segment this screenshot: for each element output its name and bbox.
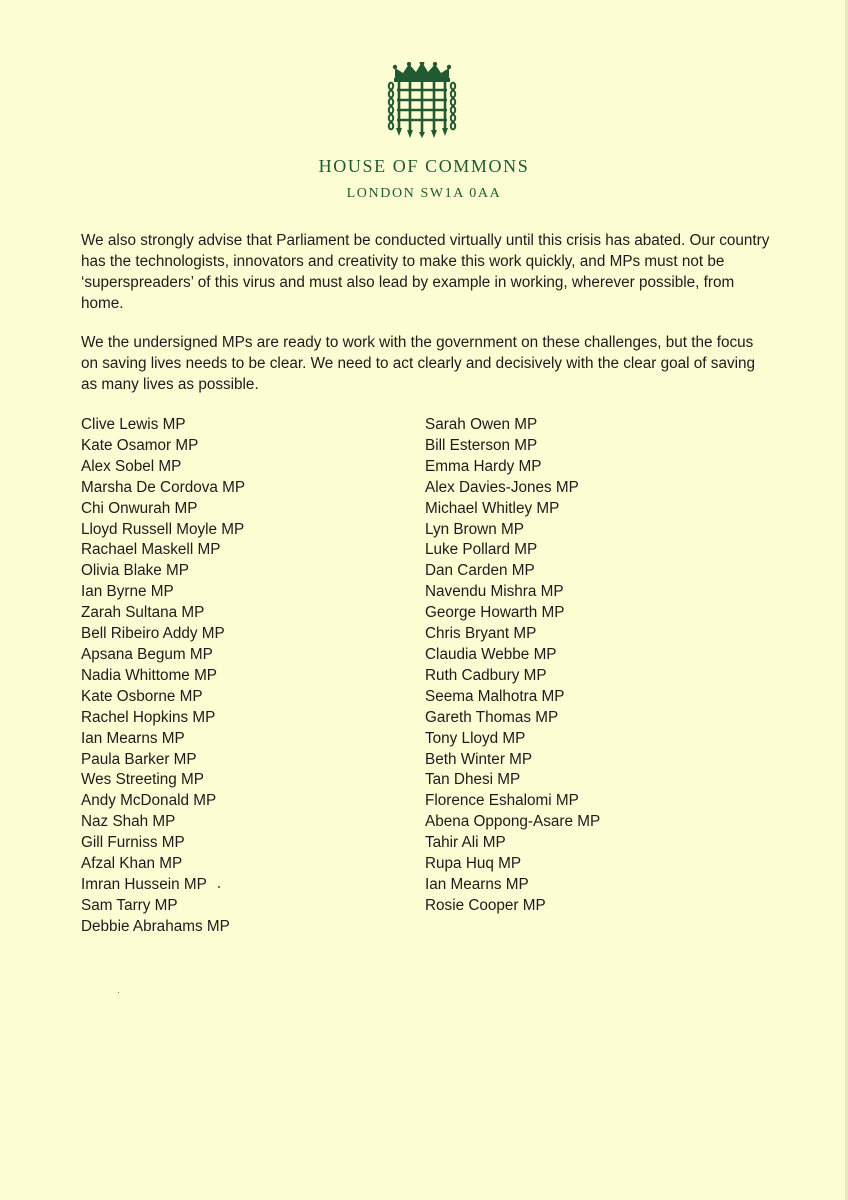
signatory: Florence Eshalomi MP: [425, 792, 579, 810]
portcullis-crest-icon: [387, 62, 457, 138]
signatory: Sarah Owen MP: [425, 416, 538, 433]
signatory: Tan Dhesi MP: [425, 771, 521, 789]
signatory: Rosie Cooper MP: [425, 896, 546, 914]
signatory: Alex Davies-Jones MP: [425, 478, 579, 496]
signatory: Luke Pollard MP: [425, 541, 538, 559]
body-paragraph-virtual-parliament: We also strongly advise that Parliament be conducted virtually until this crisis has abated. Our country has the technologists, innovators and creativity to make this work quickly, and MPs must not be ‘superspreaders’ of this virus and must also lead by example in working, wherever possible, from home.: [81, 232, 770, 312]
signatory: Kate Osamor MP: [81, 436, 199, 454]
signatory: Alex Sobel MP: [81, 457, 182, 475]
signatory: Afzal Khan MP: [81, 855, 183, 873]
signatory: Chris Bryant MP: [425, 625, 537, 643]
signatory: Rupa Huq MP: [425, 855, 522, 873]
signatory: Apsana Begum MP: [81, 645, 213, 663]
signatory: Ian Mearns MP: [425, 875, 529, 893]
signatory: Clive Lewis MP: [81, 416, 186, 433]
signatory: Lloyd Russell Moyle MP: [81, 520, 245, 538]
body-paragraph-undersigned: We the undersigned MPs are ready to work with the government on these challenges, but the focus on saving lives needs to be clear. We need to act clearly and decisively with the clear goal of saving as many lives as possible.: [81, 334, 756, 393]
signatory: Imran Hussein MP: [81, 875, 207, 893]
signatory: Claudia Webbe MP: [425, 645, 557, 663]
signatory: Nadia Whittome MP: [81, 666, 218, 684]
signatory: Chi Onwurah MP: [81, 499, 198, 517]
signatory: Tony Lloyd MP: [425, 729, 526, 747]
signatory: Debbie Abrahams MP: [81, 917, 230, 935]
signatory: Ian Mearns MP: [81, 729, 185, 747]
signatory: Marsha De Cordova MP: [81, 478, 246, 496]
signatory: Zarah Sultana MP: [81, 604, 205, 622]
signatory: Ian Byrne MP: [81, 583, 174, 601]
scan-speck: [218, 886, 220, 888]
signatory: Wes Streeting MP: [81, 771, 204, 789]
signatory: Bell Ribeiro Addy MP: [81, 625, 225, 643]
signatory: Ruth Cadbury MP: [425, 666, 547, 684]
signatory: Tahir Ali MP: [425, 834, 506, 852]
signatory: Emma Hardy MP: [425, 457, 542, 475]
signatory: Dan Carden MP: [425, 562, 535, 580]
signatory: Abena Oppong-Asare MP: [425, 813, 601, 831]
signatory: Seema Malhotra MP: [425, 687, 565, 705]
scan-speck: [118, 992, 119, 993]
signatory: Beth Winter MP: [425, 750, 533, 768]
signatory: Rachel Hopkins MP: [81, 708, 216, 726]
signatory: Gill Furniss MP: [81, 834, 185, 852]
signatory: Navendu Mishra MP: [425, 583, 564, 601]
signatory: Andy McDonald MP: [81, 792, 217, 810]
signatory: Olivia Blake MP: [81, 562, 189, 580]
letterhead-address: LONDON SW1A 0AA: [346, 186, 502, 201]
signatories-left-column: [81, 415, 245, 938]
signatory: Kate Osborne MP: [81, 687, 203, 705]
signatory: Paula Barker MP: [81, 750, 197, 768]
signatory: Bill Esterson MP: [425, 436, 538, 454]
signatory: Rachael Maskell MP: [81, 541, 221, 559]
signatory: Lyn Brown MP: [425, 520, 524, 538]
signatory: Michael Whitley MP: [425, 499, 560, 517]
letterhead-title: HOUSE OF COMMONS: [318, 156, 530, 176]
signatory: Naz Shah MP: [81, 813, 176, 831]
signatory: Gareth Thomas MP: [425, 708, 559, 726]
signatory: Sam Tarry MP: [81, 896, 178, 914]
signatory: George Howarth MP: [425, 604, 565, 622]
signatories-right-column: [425, 415, 600, 917]
